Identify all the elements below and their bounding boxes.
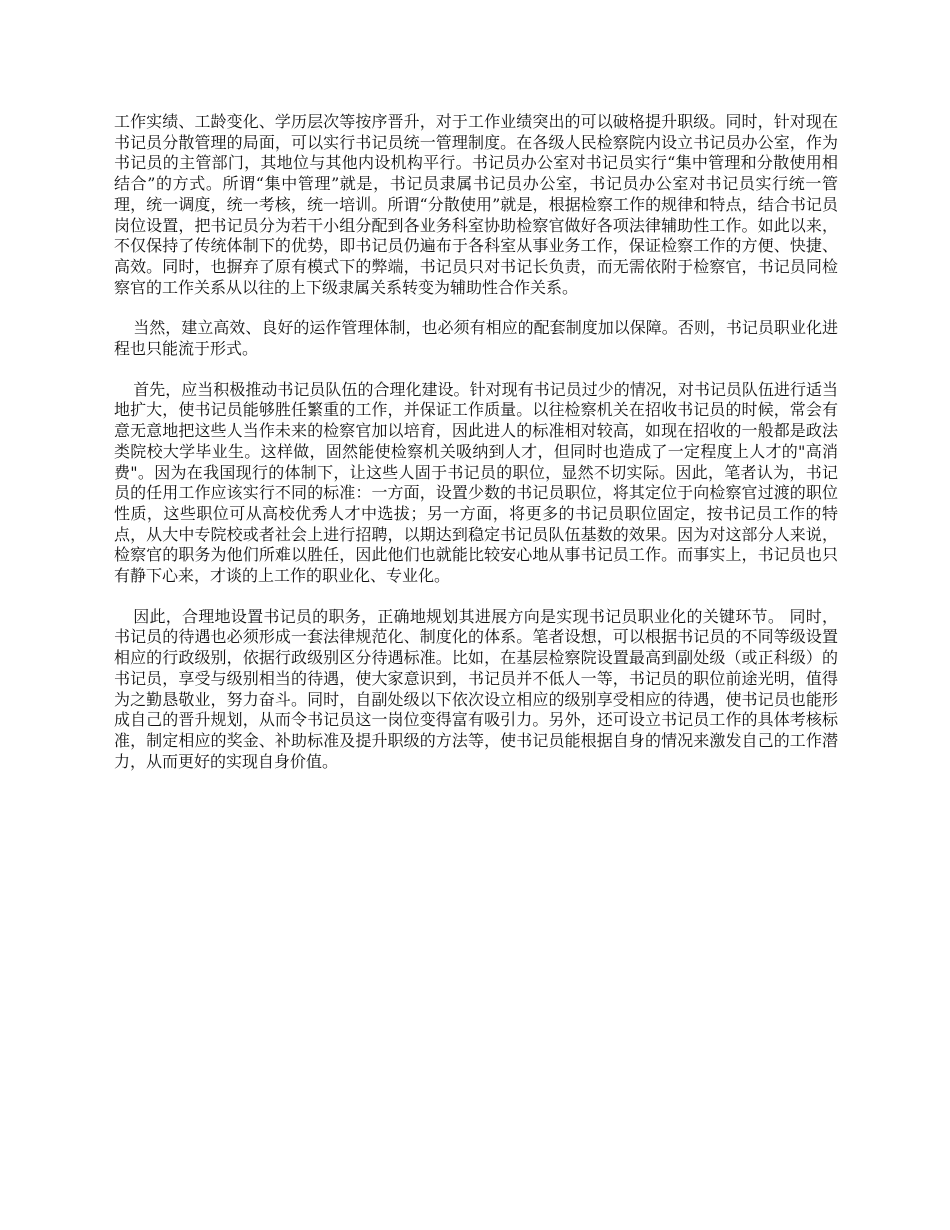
document-body bbox=[114, 112, 838, 792]
paragraph-supporting-system: 当然，建立高效、良好的运作管理体制，也必须有相应的配套制度加以保障。否则，书记员职业化进程也只能流于形式。 bbox=[114, 318, 838, 359]
paragraph-management-system: 工作实绩、工龄变化、学历层次等按序晋升，对于工作业绩突出的可以破格提升职级。同时，针对现在书记员分散管理的局面，可以实行书记员统一管理制度。在各级人民检察院内设立书记员办公室，作为书记员的主管部门，其地位与其他内设机构平行。书记员办公室对书记员实行“集中管理和分散使用相结合”的方式。所谓“集中管理”就是，书记员隶属书记员办公室，书记员办公室对书记员实行统一管理，统一调度，统一考核，统一培训。所谓“分散使用”就是，根据检察工作的规律和特点，结合书记员岗位设置，把书记员分为若干小组分配到各业务科室协助检察官做好各项法律辅助性工作。如此以来，不仅保持了传统体制下的优势，即书记员仍遍布于各科室从事业务工作，保证检察工作的方便、快捷、高效。同时，也摒弃了原有模式下的弊端，书记员只对书记长负责，而无需依附于检察官，书记员同检察官的工作关系从以往的上下级隶属关系转变为辅助性合作关系。 bbox=[114, 112, 838, 297]
paragraph-team-building: 首先，应当积极推动书记员队伍的合理化建设。针对现有书记员过少的情况，对书记员队伍进行适当地扩大，使书记员能够胜任繁重的工作，并保证工作质量。以往检察机关在招收书记员的时候，常会有意无意地把这些人当作未来的检察官加以培育，因此进人的标准相对较高，如现在招收的一般都是政法类院校大学毕业生。这样做，固然能使检察机关吸纳到人才，但同时也造成了一定程度上人才的"高消费"。因为在我国现行的体制下，让这些人固于书记员的职位，显然不切实际。因此，笔者认为，书记员的任用工作应该实行不同的标准：一方面，设置少数的书记员职位，将其定位于向检察官过渡的职位性质，这些职位可从高校优秀人才中选拔；另一方面，将更多的书记员职位固定，按书记员工作的特点，从大中专院校或者社会上进行招聘，以期达到稳定书记员队伍基数的效果。因为对这部分人来说，检察官的职务为他们所难以胜任，因此他们也就能比较安心地从事书记员工作。而事实上，书记员也只有静下心来，才谈的上工作的职业化、专业化。 bbox=[114, 379, 838, 586]
paragraph-position-and-treatment: 因此，合理地设置书记员的职务，正确地规划其进展方向是实现书记员职业化的关键环节。 同时，书记员的待遇也必须形成一套法律规范化、制度化的体系。笔者设想，可以根据书记员的不同等级设置相应的行政级别，依据行政级别区分待遇标准。比如，在基层检察院设置最高到副处级（或正科级）的书记员，享受与级别相当的待遇，使大家意识到，书记员并不低人一等，书记员的职位前途光明，值得为之勤恳敬业，努力奋斗。同时，自副处级以下依次设立相应的级别享受相应的待遇，使书记员也能形成自己的晋升规划，从而令书记员这一岗位变得富有吸引力。另外，还可设立书记员工作的具体考核标准，制定相应的奖金、补助标准及提升职级的方法等，使书记员能根据自身的情况来激发自己的工作潜力，从而更好的实现自身价值。 bbox=[114, 606, 838, 771]
